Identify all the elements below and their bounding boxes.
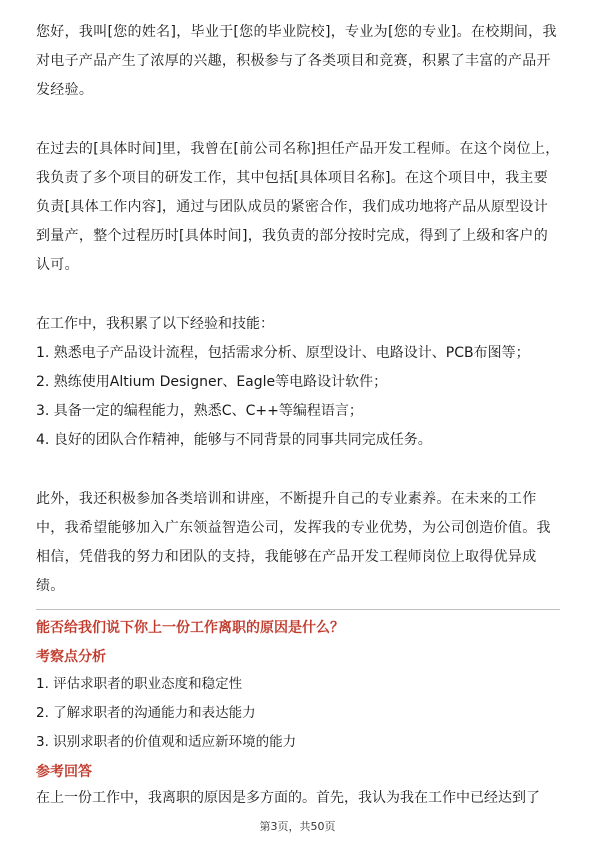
experience-item: 2. 熟练使用Altium Designer、Eagle等电路设计软件；	[36, 374, 388, 390]
intro-paragraph: 您好，我叫[您的姓名]，毕业于[您的毕业院校]，专业为[您的专业]。在校期间，我对电子产品产生了浓厚的兴趣，积极参与了各类项目和竞赛，积累了丰富的产品开发经验。	[36, 24, 557, 98]
page-number-footer: 第3页，共50页	[259, 820, 336, 833]
answer-text: 在上一份工作中，我离职的原因是多方面的。首先，我认为我在工作中已经达到了	[36, 790, 540, 806]
analysis-label: 考察点分析	[36, 649, 106, 665]
experience-section	[36, 310, 560, 455]
interview-question-block	[36, 614, 560, 811]
document-page	[36, 18, 560, 811]
experience-item: 4. 良好的团队合作精神，能够与不同背景的同事共同完成任务。	[36, 432, 432, 448]
question-title: 能否给我们说下你上一份工作离职的原因是什么？	[36, 620, 344, 636]
experience-intro: 在工作中，我积累了以下经验和技能：	[36, 316, 274, 332]
work-history-paragraph: 在过去的[具体时间]里，我曾在[前公司名称]担任产品开发工程师。在这个岗位上，我负责了多个项目的研发工作，其中包括[具体项目名称]。在这个项目中，我主要负责[具体工作内容]，通过与团队成员的紧密合作，我们成功地将产品从原型设计到量产，整个过程历时[具体时间]，我负责的部分按时完成，得到了上级和客户的认可。	[36, 141, 560, 273]
experience-item: 3. 具备一定的编程能力，熟悉C、C++等编程语言；	[36, 403, 363, 419]
analysis-item: 2. 了解求职者的沟通能力和表达能力	[36, 705, 256, 721]
answer-label: 参考回答	[36, 764, 92, 780]
analysis-item: 1. 评估求职者的职业态度和稳定性	[36, 676, 243, 692]
closing-paragraph: 此外，我还积极参加各类培训和讲座，不断提升自己的专业素养。在未来的工作中，我希望能够加入广东领益智造公司，发挥我的专业优势，为公司创造价值。我相信，凭借我的努力和团队的支持，我能够在产品开发工程师岗位上取得优异成绩。	[36, 491, 551, 594]
section-divider	[36, 609, 560, 610]
experience-item: 1. 熟悉电子产品设计流程，包括需求分析、原型设计、电路设计、PCB布图等；	[36, 345, 530, 361]
analysis-item: 3. 识别求职者的价值观和适应新环境的能力	[36, 734, 297, 750]
